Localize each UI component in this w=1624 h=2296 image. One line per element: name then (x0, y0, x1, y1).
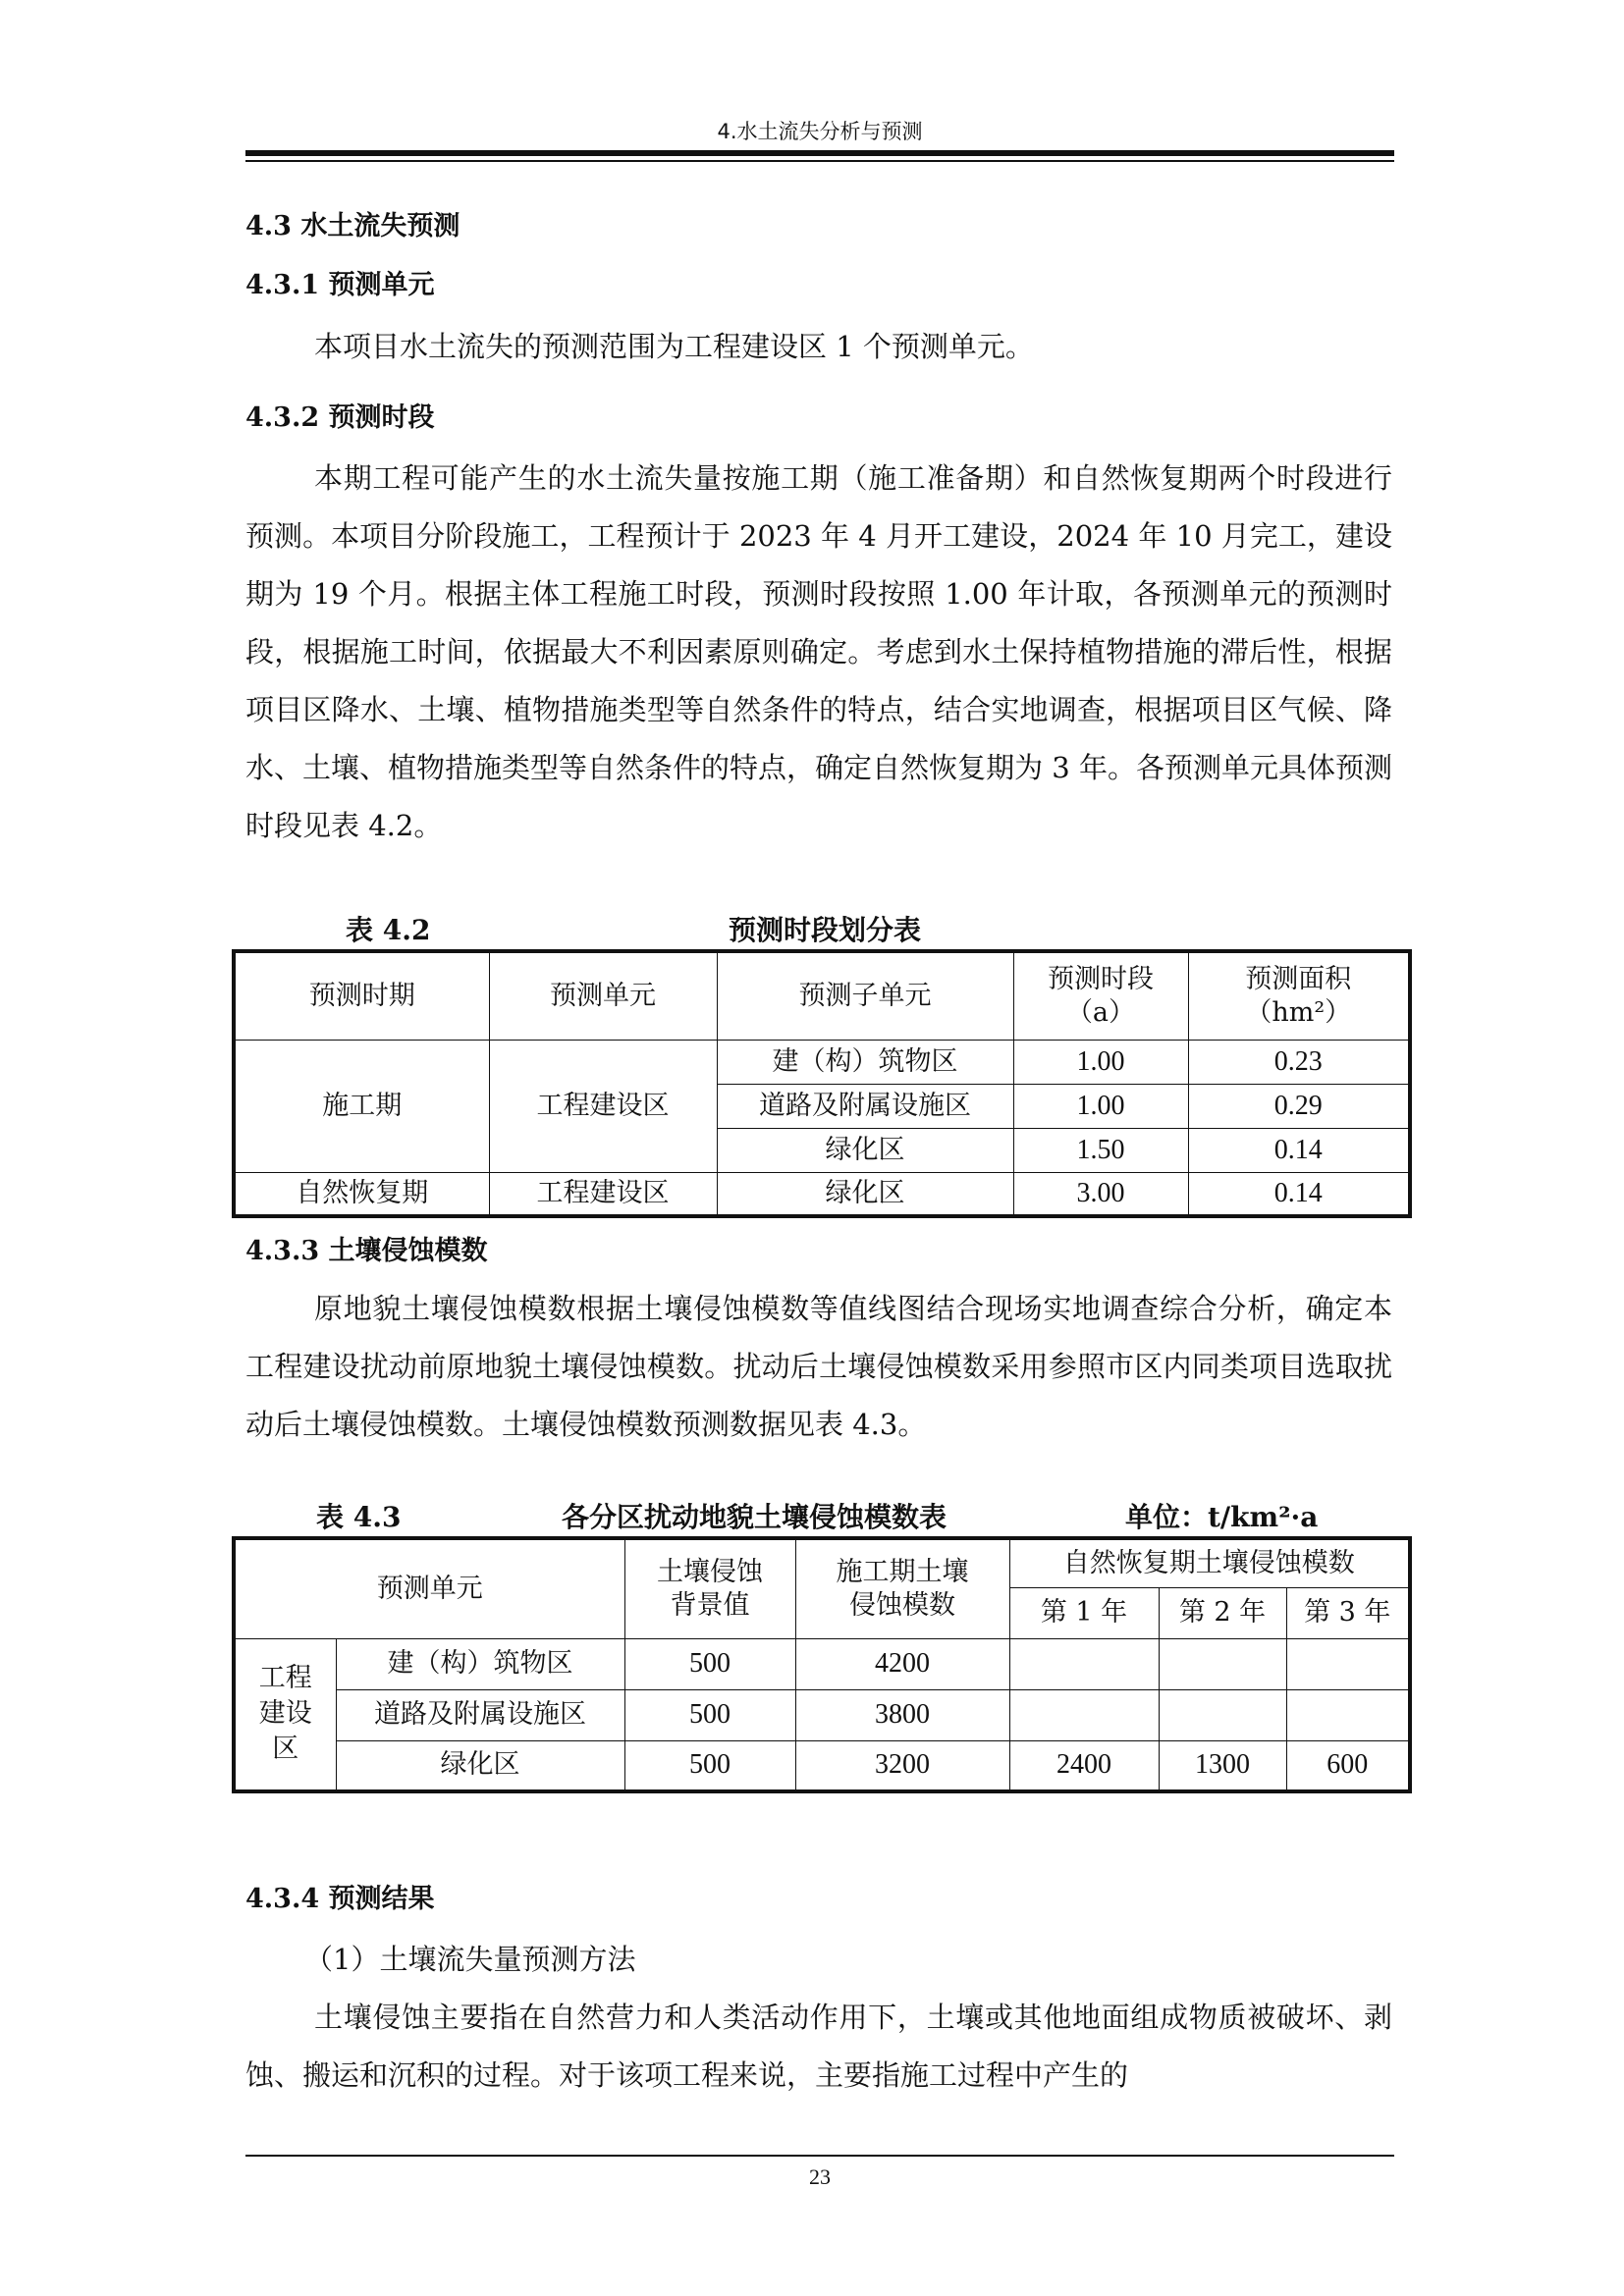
cell-unit: 工程建设区 (489, 1172, 717, 1216)
cell-construction: 3200 (795, 1740, 1009, 1791)
cell-year-1 (1009, 1638, 1159, 1689)
cell-year-2: 1300 (1159, 1740, 1286, 1791)
header-year-2: 第 2 年 (1159, 1587, 1286, 1638)
cell-duration: 1.50 (1013, 1128, 1188, 1172)
header-unit: 预测单元 (489, 951, 717, 1040)
cell-duration: 1.00 (1013, 1040, 1188, 1084)
header-background-line2: 背景值 (670, 1589, 750, 1621)
cell-construction: 4200 (795, 1638, 1009, 1689)
table-header-row (234, 951, 1410, 1040)
table-row (234, 1689, 1410, 1740)
cell-year-2 (1159, 1689, 1286, 1740)
cell-background: 500 (624, 1740, 795, 1791)
cell-area: 0.14 (1188, 1172, 1410, 1216)
paragraph-method-title: （1）土壤流失量预测方法 (304, 1943, 636, 1976)
cell-construction: 3800 (795, 1689, 1009, 1740)
section-heading-4-3-4: 4.3.4 预测结果 (245, 1884, 435, 1914)
cell-name: 道路及附属设施区 (336, 1689, 624, 1740)
paragraph-erosion-modulus: 原地貌土壤侵蚀模数根据土壤侵蚀模数等值线图结合现场实地调查综合分析，确定本工程建设扰动前原地貌土壤侵蚀模数。扰动后土壤侵蚀模数采用参照市区内同类项目选取扰动后土壤侵蚀模数。土壤侵蚀模数预测数据见表 4.3。 (245, 1292, 1392, 1441)
header-background-line1: 土壤侵蚀 (657, 1556, 763, 1587)
header-subunit: 预测子单元 (717, 951, 1013, 1040)
cell-subunit: 道路及附属设施区 (717, 1084, 1013, 1128)
section-heading-4-3-3: 4.3.3 土壤侵蚀模数 (245, 1236, 488, 1266)
group-label-line1: 工程 (258, 1663, 312, 1694)
header-area-line1: 预测面积 (1245, 963, 1352, 994)
table-4-3-unit: 单位：t/km²·a (1125, 1501, 1319, 1533)
cell-name: 建（构）筑物区 (336, 1638, 624, 1689)
cell-background: 500 (624, 1689, 795, 1740)
table-4-2-title: 预测时段划分表 (729, 914, 922, 946)
header-duration-line1: 预测时段 (1048, 963, 1154, 994)
header-rule-thin (245, 160, 1394, 162)
section-heading-4-3-2: 4.3.2 预测时段 (245, 402, 435, 433)
cell-period: 施工期 (234, 1040, 489, 1172)
cell-year-2 (1159, 1638, 1286, 1689)
footer-rule (245, 2155, 1394, 2157)
table-row (234, 1172, 1410, 1216)
header-rule (245, 150, 1394, 156)
section-heading-4-3: 4.3 水土流失预测 (245, 211, 460, 241)
cell-area: 0.29 (1188, 1084, 1410, 1128)
cell-area: 0.23 (1188, 1040, 1410, 1084)
paragraph-prediction-period: 本期工程可能产生的水土流失量按施工期（施工准备期）和自然恢复期两个时段进行预测。本项目分阶段施工，工程预计于 2023 年 4 月开工建设，2024 年 10 月完工，建设期为 19 个月。根据主体工程施工时段，预测时段按照 1.00 年计取，各预测单元的预测时段，根据施工时间，依据最大不利因素原则确定。考虑到水土保持植物措施的滞后性，根据项目区降水、土壤、植物措施类型等自然条件的特点，结合实地调查，根据项目区气候、降水、土壤、植物措施类型等自然条件的特点，确定自然恢复期为 3 年。各预测单元具体预测时段见表 4.2。 (245, 461, 1392, 842)
header-period: 预测时期 (234, 951, 489, 1040)
header-duration-line2: （a） (1065, 996, 1136, 1028)
header-construction-line1: 施工期土壤 (836, 1556, 969, 1587)
paragraph-prediction-unit: 本项目水土流失的预测范围为工程建设区 1 个预测单元。 (314, 330, 1034, 363)
group-label-line2: 建设 (258, 1698, 312, 1730)
cell-year-1: 2400 (1009, 1740, 1159, 1791)
header-unit: 预测单元 (234, 1538, 624, 1638)
table-row (234, 1040, 1410, 1084)
header-year-3: 第 3 年 (1286, 1587, 1410, 1638)
header-construction (795, 1538, 1009, 1638)
cell-year-1 (1009, 1689, 1159, 1740)
cell-subunit: 绿化区 (717, 1172, 1013, 1216)
header-construction-line2: 侵蚀模数 (849, 1589, 955, 1621)
page-header: 4.水土流失分析与预测 (717, 120, 923, 143)
cell-area: 0.14 (1188, 1128, 1410, 1172)
header-area (1188, 951, 1410, 1040)
cell-unit: 工程建设区 (489, 1040, 717, 1172)
header-recovery: 自然恢复期土壤侵蚀模数 (1009, 1538, 1410, 1587)
cell-subunit: 绿化区 (717, 1128, 1013, 1172)
cell-year-3 (1286, 1638, 1410, 1689)
header-background (624, 1538, 795, 1638)
cell-name: 绿化区 (336, 1740, 624, 1791)
cell-group-label (234, 1638, 336, 1791)
table-4-2-number: 表 4.2 (346, 914, 431, 946)
cell-subunit: 建（构）筑物区 (717, 1040, 1013, 1084)
table-header-row (234, 1538, 1410, 1587)
paragraph-erosion-definition: 土壤侵蚀主要指在自然营力和人类活动作用下，土壤或其他地面组成物质被破坏、剥蚀、搬运和沉积的过程。对于该项工程来说，主要指施工过程中产生的 (245, 2001, 1392, 2092)
cell-background: 500 (624, 1638, 795, 1689)
erosion-modulus-table (232, 1536, 1412, 1793)
cell-year-3 (1286, 1689, 1410, 1740)
group-label-line3: 区 (272, 1734, 299, 1765)
section-heading-4-3-1: 4.3.1 预测单元 (245, 270, 435, 300)
prediction-period-table (232, 949, 1412, 1218)
table-row (234, 1638, 1410, 1689)
cell-duration: 3.00 (1013, 1172, 1188, 1216)
table-row (234, 1740, 1410, 1791)
header-year-1: 第 1 年 (1009, 1587, 1159, 1638)
table-4-3-title: 各分区扰动地貌土壤侵蚀模数表 (562, 1501, 947, 1533)
cell-year-3: 600 (1286, 1740, 1410, 1791)
cell-duration: 1.00 (1013, 1084, 1188, 1128)
table-4-3-number: 表 4.3 (316, 1501, 402, 1533)
page-number: 23 (809, 2164, 831, 2189)
header-area-line2: （hm²） (1245, 996, 1352, 1028)
header-duration (1013, 951, 1188, 1040)
cell-period: 自然恢复期 (234, 1172, 489, 1216)
